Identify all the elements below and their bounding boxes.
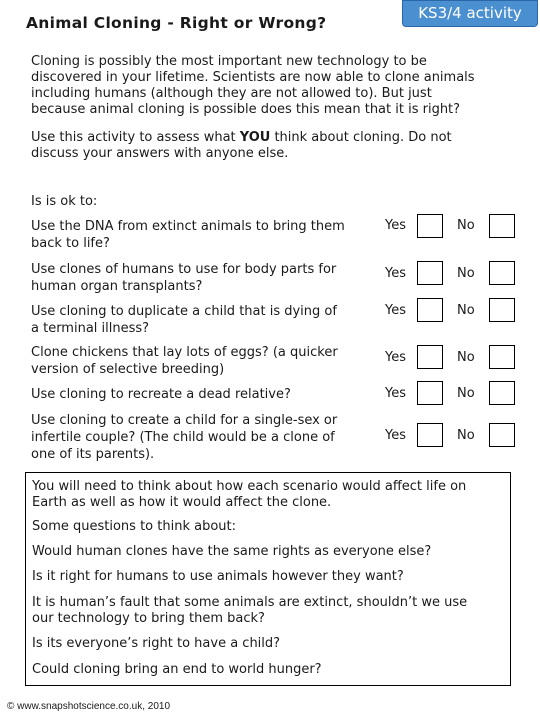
question-row: [31, 412, 521, 464]
intro-line: including humans (although they are not allowed to). But just: [31, 86, 432, 101]
no-checkbox[interactable]: [489, 261, 515, 285]
notes-line: Earth as well as how it would affect the clone.: [32, 495, 332, 510]
instructions-emphasis: YOU: [239, 130, 271, 145]
question-line: Use cloning to create a child for a single-sex or: [31, 413, 338, 428]
yes-label: Yes: [385, 428, 406, 443]
question-row: [31, 260, 521, 300]
no-label: No: [457, 386, 475, 401]
question-text: [31, 303, 369, 337]
notes-line: It is human’s fault that some animals are extinct, shouldn’t we use: [32, 595, 468, 610]
question-row: [31, 344, 521, 384]
no-label: No: [457, 218, 475, 233]
instructions-line: discuss your answers with anyone else.: [31, 146, 289, 161]
intro-line: Cloning is possibly the most important new technology to be: [31, 54, 427, 69]
no-checkbox[interactable]: [489, 298, 515, 322]
yes-checkbox[interactable]: [417, 381, 443, 405]
question-line: a terminal illness?: [31, 321, 150, 336]
yes-checkbox[interactable]: [417, 261, 443, 285]
no-checkbox[interactable]: [489, 214, 515, 238]
level-badge: KS3/4 activity: [402, 0, 538, 27]
yes-label: Yes: [385, 218, 406, 233]
thinking-question: Is it right for humans to use animals however they want?: [32, 569, 404, 584]
intro-line: because animal cloning is possible does this mean that it is right?: [31, 102, 461, 117]
question-line: human organ transplants?: [31, 279, 203, 294]
no-label: No: [457, 428, 475, 443]
no-checkbox[interactable]: [489, 423, 515, 447]
yes-checkbox[interactable]: [417, 214, 443, 238]
no-label: No: [457, 350, 475, 365]
yes-checkbox[interactable]: [417, 423, 443, 447]
question-text: [31, 218, 369, 252]
intro-line: discovered in your lifetime. Scientists are now able to clone animals: [31, 70, 475, 85]
questions-prompt: Is is ok to:: [31, 194, 98, 209]
instructions-text: Use this activity to assess what: [31, 130, 240, 145]
question-line: version of selective breeding): [31, 362, 225, 377]
notes-line: our technology to bring them back?: [32, 611, 265, 626]
yes-checkbox[interactable]: [417, 345, 443, 369]
yes-label: Yes: [385, 266, 406, 281]
question-line: Use cloning to duplicate a child that is dying of: [31, 304, 337, 319]
thinking-question: [32, 595, 508, 627]
question-line: back to life?: [31, 236, 110, 251]
question-text: [31, 261, 369, 295]
yes-checkbox[interactable]: [417, 298, 443, 322]
question-line: one of its parents).: [31, 447, 155, 462]
question-text: [31, 386, 369, 403]
yes-label: Yes: [385, 303, 406, 318]
thinking-question: Would human clones have the same rights as everyone else?: [32, 544, 432, 559]
question-line: Use the DNA from extinct animals to bring them: [31, 219, 345, 234]
page-title: Animal Cloning - Right or Wrong?: [26, 14, 327, 32]
question-row: [31, 298, 521, 338]
question-line: Clone chickens that lay lots of eggs? (a quicker: [31, 345, 338, 360]
thinking-question: Is its everyone’s right to have a child?: [32, 636, 281, 651]
yes-label: Yes: [385, 350, 406, 365]
question-line: Use cloning to recreate a dead relative?: [31, 387, 291, 402]
notes-heading: Some questions to think about:: [32, 519, 236, 534]
no-checkbox[interactable]: [489, 381, 515, 405]
copyright-footer: © www.snapshotscience.co.uk, 2010: [7, 701, 171, 712]
notes-intro: [32, 479, 508, 511]
thinking-questions-box: [25, 472, 511, 686]
instructions-paragraph: [31, 130, 521, 162]
no-checkbox[interactable]: [489, 345, 515, 369]
thinking-question: Could cloning bring an end to world hunger?: [32, 662, 322, 677]
question-text: [31, 412, 369, 463]
instructions-text: think about cloning. Do not: [270, 130, 452, 145]
instructions-line: [31, 130, 521, 146]
intro-paragraph: [31, 54, 521, 118]
question-line: infertile couple? (The child would be a clone of: [31, 430, 335, 445]
question-row: [31, 214, 521, 254]
yes-label: Yes: [385, 386, 406, 401]
question-line: Use clones of humans to use for body parts for: [31, 262, 337, 277]
question-text: [31, 344, 369, 378]
notes-line: You will need to think about how each scenario would affect life on: [32, 479, 467, 494]
no-label: No: [457, 266, 475, 281]
no-label: No: [457, 303, 475, 318]
